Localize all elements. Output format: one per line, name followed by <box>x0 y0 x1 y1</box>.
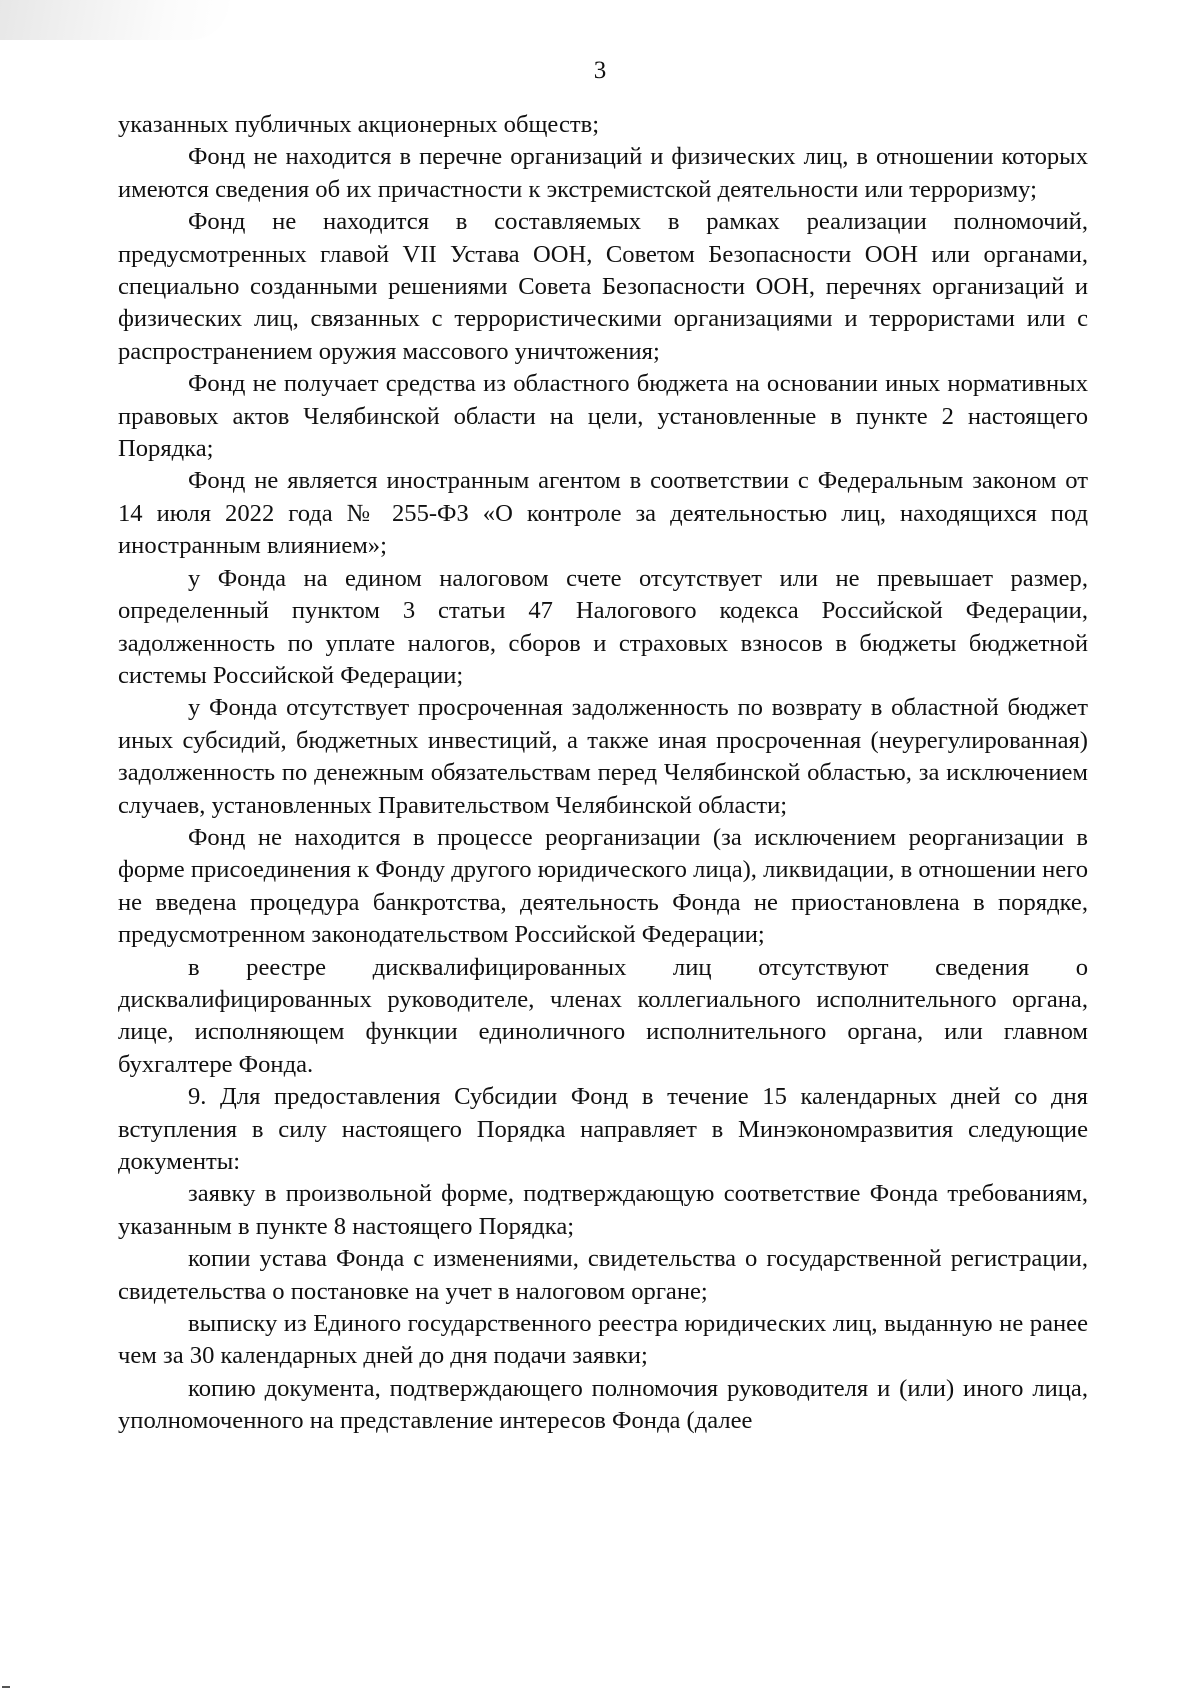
paragraph: копию документа, подтверждающего полномочия руководителя и (или) иного лица, уполномоченного на представление интересов Фонда (далее <box>118 1374 1088 1435</box>
paragraph: выписку из Единого государственного реестра юридических лиц, выданную не ранее чем за 30 календарных дней до дня подачи заявки; <box>118 1310 1088 1370</box>
paragraph: Фонд не находится в составляемых в рамках реализации полномочий, предусмотренных главой VII Устава ООН, Советом Безопасности ООН или органами, специально созданными решениями Совета Безопасности ООН, перечнях организаций и физических лиц, связанных с террористическими организациями и террористами или с распространением оружия массового уничтожения; <box>118 208 1088 365</box>
paragraph: копии устава Фонда с изменениями, свидетельства о государственной регистрации, свидетельства о постановке на учет в налоговом органе; <box>118 1245 1088 1305</box>
paragraph: у Фонда отсутствует просроченная задолженность по возврату в областной бюджет иных субсидий, бюджетных инвестиций, а также иная просроченная (неурегулированная) задолженность по денежным обязательствам перед Челябинской областью, за исключением случаев, установленных Правительством Челябинской области; <box>118 694 1088 819</box>
paragraph: Фонд не находится в перечне организаций и физических лиц, в отношении которых имеются сведения об их причастности к экстремистской деятельности или терроризму; <box>118 143 1088 203</box>
paragraph: в реестре дисквалифицированных лиц отсутствуют сведения о дисквалифицированных руководителе, членах коллегиального исполнительного органа, лице, исполняющем функции единоличного исполнительного органа, или главном бухгалтере Фонда. <box>118 953 1088 1078</box>
page-number: 3 <box>593 57 607 84</box>
scan-smudge <box>0 0 230 40</box>
paragraph: Фонд не является иностранным агентом в соответствии с Федеральным законом от 14 июля 2022 года № 255-ФЗ «О контроле за деятельностью лиц, находящихся под иностранным влиянием»; <box>118 467 1088 560</box>
scan-edge-mark <box>2 1686 10 1688</box>
paragraph: указанных публичных акционерных обществ; <box>118 111 600 138</box>
paragraph: у Фонда на едином налоговом счете отсутствует или не превышает размер, определенный пунктом 3 статьи 47 Налогового кодекса Российской Федерации, задолженность по уплате налогов, сборов и страховых взносов в бюджеты бюджетной системы Российской Федерации; <box>118 564 1088 689</box>
paragraph: Фонд не получает средства из областного бюджета на основании иных нормативных правовых актов Челябинской области на цели, установленные в пункте 2 настоящего Порядка; <box>118 370 1088 463</box>
paragraph: 9. Для предоставления Субсидии Фонд в течение 15 календарных дней со дня вступления в силу настоящего Порядка направляет в Минэкономразвития следующие документы: <box>118 1083 1088 1175</box>
document-body <box>118 109 1088 1438</box>
paragraph: заявку в произвольной форме, подтверждающую соответствие Фонда требованиям, указанным в пункте 8 настоящего Порядка; <box>118 1180 1088 1240</box>
paragraph: Фонд не находится в процессе реорганизации (за исключением реорганизации в форме присоединения к Фонду другого юридического лица), ликвидации, в отношении него не введена процедура банкротства, деятельность Фонда не приостановлена в порядке, предусмотренном законодательством Российской Федерации; <box>118 823 1088 949</box>
